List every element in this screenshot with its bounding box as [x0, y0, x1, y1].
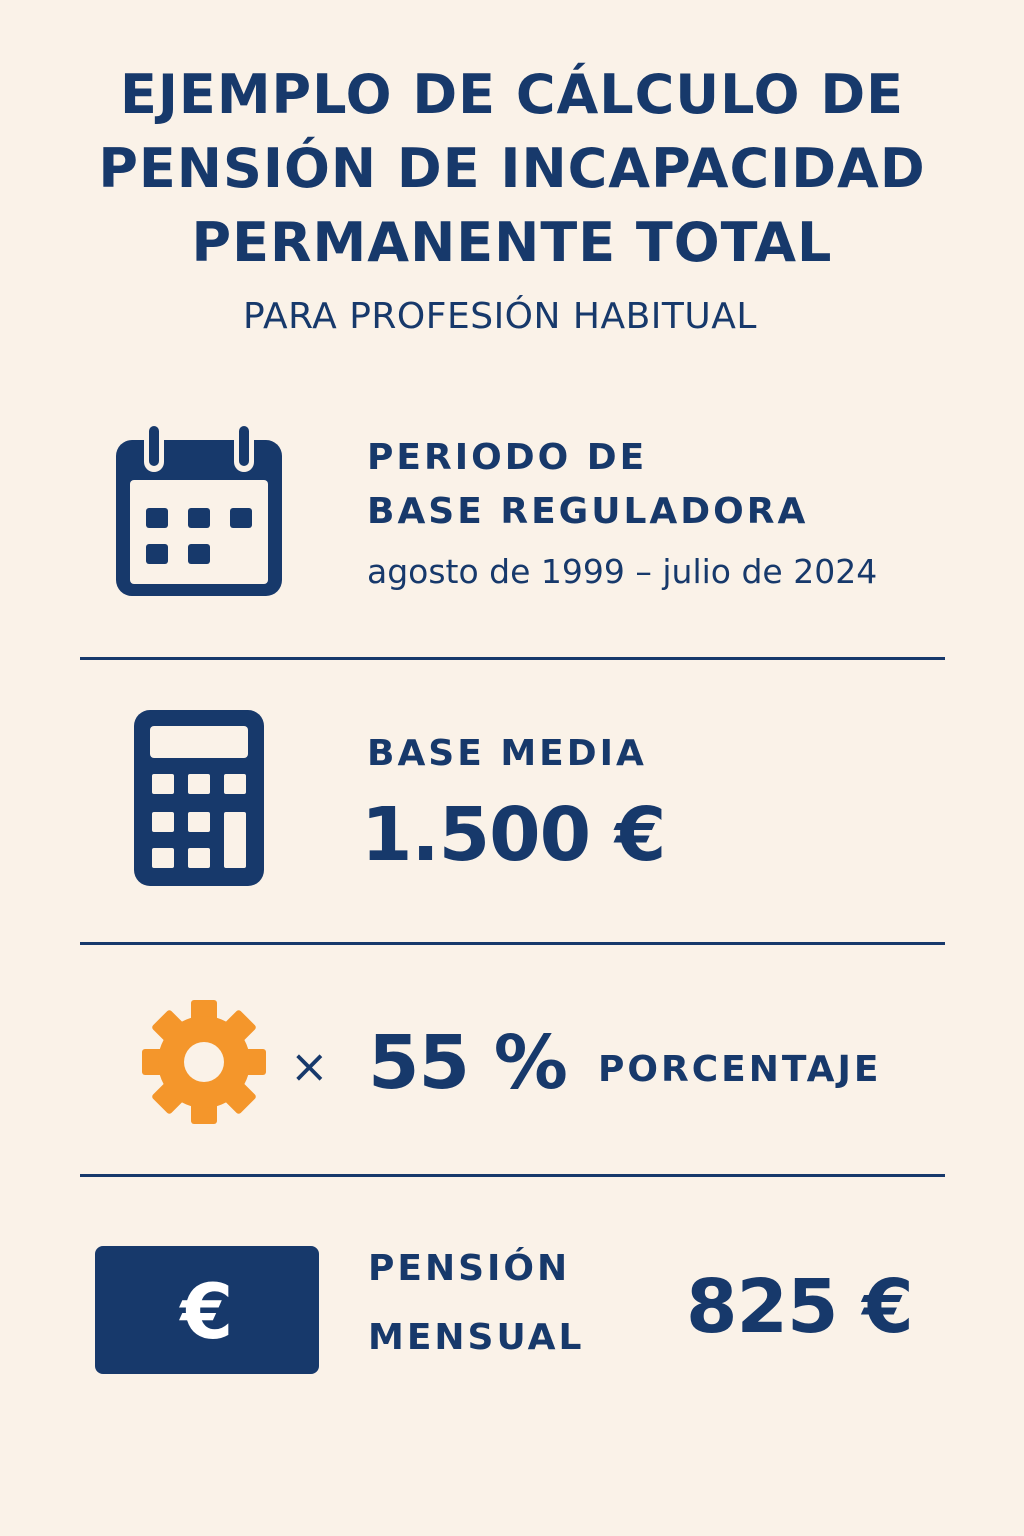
- page-title-line-3: PERMANENTE TOTAL: [191, 211, 833, 274]
- divider: [80, 657, 945, 660]
- calculator-icon: [134, 710, 264, 886]
- period-label-line-2: BASE REGULADORA: [367, 491, 809, 532]
- euro-glyph: €: [180, 1267, 234, 1356]
- pension-label-line-1: PENSIÓN: [368, 1248, 571, 1289]
- page-subtitle: PARA PROFESIÓN HABITUAL: [243, 296, 757, 337]
- percentage-label: PORCENTAJE: [598, 1049, 882, 1090]
- page-title: [40, 58, 984, 280]
- euro-banknote-icon: [95, 1246, 319, 1374]
- page-title-line-2: PENSIÓN DE INCAPACIDAD: [98, 137, 926, 200]
- base-value: 1.500 €: [361, 792, 666, 878]
- pension-label-line-2: MENSUAL: [368, 1317, 585, 1358]
- percentage-value: 55 %: [368, 1020, 567, 1106]
- pension-value: 825 €: [686, 1264, 913, 1350]
- page-title-line-1: EJEMPLO DE CÁLCULO DE: [119, 63, 905, 126]
- period-range: agosto de 1999 – julio de 2024: [367, 552, 878, 591]
- calendar-icon: [112, 422, 286, 602]
- divider: [80, 1174, 945, 1177]
- multiply-sign: ×: [290, 1039, 329, 1093]
- period-label-line-1: PERIODO DE: [367, 437, 648, 478]
- base-label: BASE MEDIA: [367, 733, 647, 774]
- divider: [80, 942, 945, 945]
- gear-icon: [140, 998, 268, 1126]
